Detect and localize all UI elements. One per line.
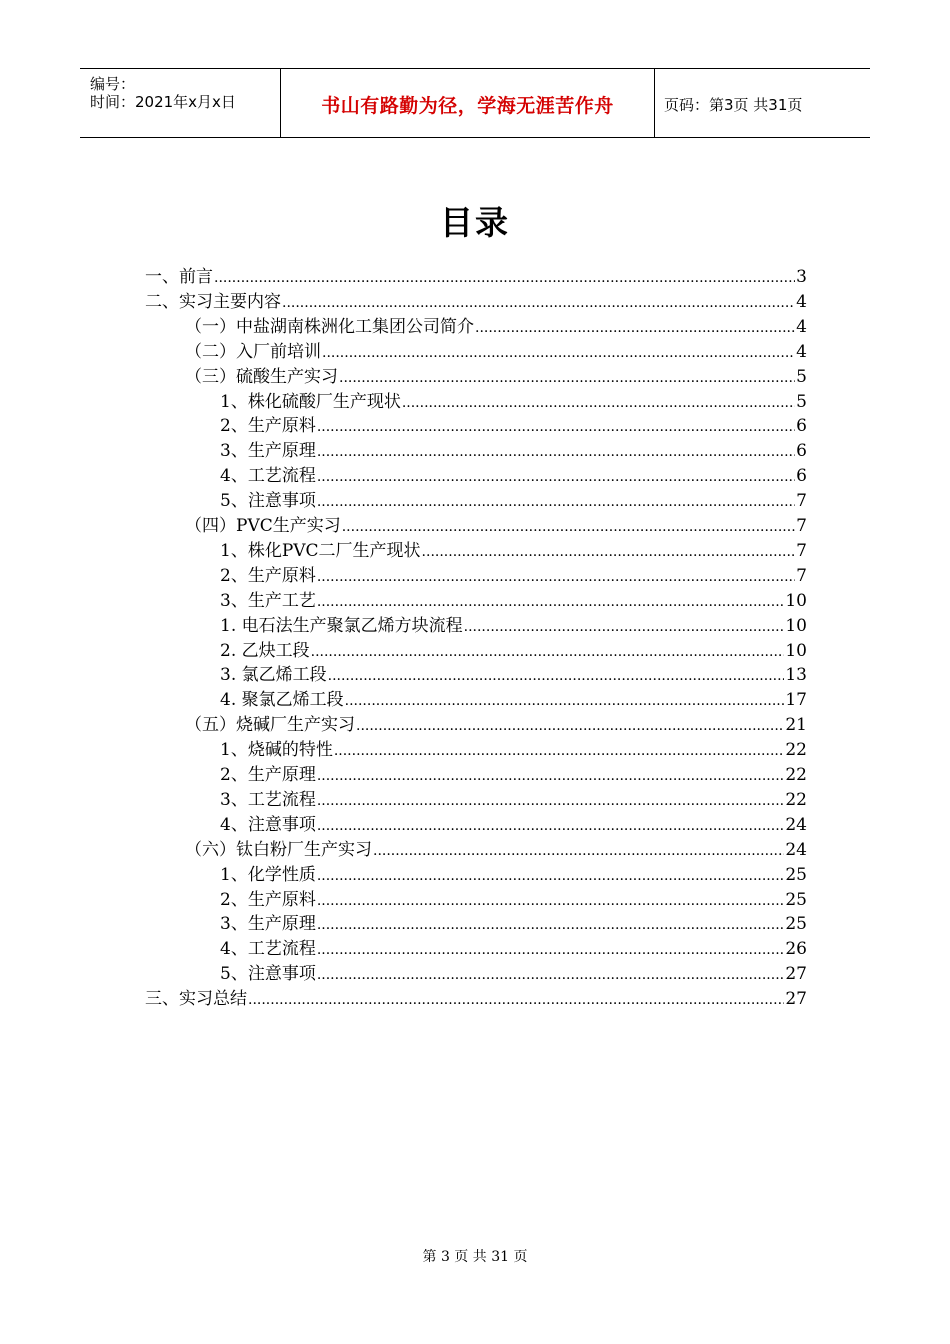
toc-entry-page: 24 — [785, 814, 807, 835]
toc-entry[interactable] — [220, 888, 807, 912]
toc-leader-dots — [317, 564, 795, 589]
toc-entry-page: 4 — [796, 341, 807, 362]
toc-leader-dots — [317, 813, 785, 838]
toc-entry[interactable] — [145, 265, 807, 289]
toc-entry-title: 2、生产原料 — [220, 889, 316, 910]
toc-entry-title: （五）烧碱厂生产实习 — [185, 715, 355, 736]
toc-entry-title: 1、株化PVC二厂生产现状 — [220, 540, 421, 561]
toc-entry-title: 1、化学性质 — [220, 864, 316, 885]
page-info: 页码：第3页 共31页 — [664, 96, 803, 114]
toc-entry[interactable] — [220, 614, 807, 638]
toc-leader-dots — [328, 663, 785, 688]
header-page-cell — [654, 69, 870, 137]
toc-entry[interactable] — [220, 589, 807, 613]
toc-entry[interactable] — [145, 290, 807, 314]
toc-entry-title: 2. 乙炔工段 — [220, 640, 310, 661]
header-meta-cell — [80, 69, 280, 137]
toc-entry-title: 3、工艺流程 — [220, 789, 316, 810]
toc-entry-page: 27 — [785, 964, 807, 985]
toc-entry-page: 4 — [796, 316, 807, 337]
toc-leader-dots — [317, 788, 785, 813]
toc-leader-dots — [317, 464, 795, 489]
toc-entry-page: 17 — [785, 690, 807, 711]
toc-entry-page: 6 — [796, 416, 807, 437]
toc-entry-title: （二）入厂前培训 — [185, 341, 321, 362]
toc-entry[interactable] — [220, 390, 807, 414]
toc-entry-page: 7 — [796, 540, 807, 561]
toc-leader-dots — [345, 688, 785, 713]
number-label: 编号： — [90, 75, 136, 93]
toc-entry-page: 26 — [785, 939, 807, 960]
toc-leader-dots — [214, 265, 795, 290]
toc-entry-title: 2、生产原料 — [220, 565, 316, 586]
toc-entry[interactable] — [220, 663, 807, 687]
toc-entry-page: 3 — [796, 267, 807, 287]
toc-entry[interactable] — [185, 365, 807, 389]
toc-leader-dots — [356, 713, 784, 738]
toc-entry-title: 3、生产原理 — [220, 914, 316, 935]
toc-leader-dots — [317, 763, 785, 788]
time-label: 时间：2021年x月x日 — [90, 93, 236, 111]
toc-leader-dots — [322, 340, 795, 365]
toc-entry[interactable] — [185, 514, 807, 538]
toc-leader-dots — [311, 639, 785, 664]
toc-entry-page: 5 — [796, 366, 807, 387]
toc-entry-page: 22 — [785, 765, 807, 785]
toc-entry-title: 3、生产原理 — [220, 441, 316, 462]
page-footer: 第 3 页 共 31 页 — [422, 1249, 528, 1265]
toc-entry-title: （四）PVC生产实习 — [185, 516, 341, 536]
toc-entry-title: 4. 聚氯乙烯工段 — [220, 690, 344, 711]
toc-leader-dots — [282, 290, 795, 315]
toc-entry[interactable] — [220, 763, 807, 787]
toc-entry-page: 6 — [796, 441, 807, 462]
toc-entry[interactable] — [220, 439, 807, 463]
toc-entry-page: 13 — [785, 665, 807, 686]
toc-entry-page: 24 — [785, 839, 807, 860]
toc-entry[interactable] — [220, 937, 807, 961]
toc-entry[interactable] — [220, 564, 807, 588]
toc-leader-dots — [334, 738, 785, 763]
toc-leader-dots — [248, 987, 784, 1012]
toc-entry[interactable] — [220, 688, 807, 712]
toc-entry-page: 10 — [785, 640, 807, 661]
toc-entry-title: 1、烧碱的特性 — [220, 740, 333, 761]
toc-entry[interactable] — [220, 912, 807, 936]
toc-entry[interactable] — [220, 863, 807, 887]
toc-leader-dots — [464, 614, 785, 639]
toc-entry[interactable] — [220, 539, 807, 563]
toc-entry[interactable] — [220, 414, 807, 438]
page-header — [80, 68, 870, 138]
header-motto-cell — [280, 69, 655, 137]
toc-leader-dots — [317, 414, 795, 439]
toc-entry-page: 4 — [796, 291, 807, 312]
toc-entry-page: 7 — [796, 516, 807, 536]
toc-leader-dots — [317, 937, 785, 962]
toc-entry-page: 27 — [785, 989, 807, 1010]
toc-entry-page: 22 — [785, 789, 807, 810]
toc-entry-page: 25 — [785, 889, 807, 910]
motto-text: 书山有路勤为径，学海无涯苦作舟 — [321, 95, 614, 117]
toc-leader-dots — [339, 365, 795, 390]
toc-entry-title: 4、工艺流程 — [220, 466, 316, 487]
toc-entry-page: 10 — [785, 590, 807, 611]
toc-entry-page: 7 — [796, 565, 807, 586]
toc-entry-title: 5、注意事项 — [220, 491, 316, 512]
toc-entry[interactable] — [185, 713, 807, 737]
toc-entry-title: 4、工艺流程 — [220, 939, 316, 960]
toc-entry-title: 一、前言 — [145, 267, 213, 287]
toc-entry[interactable] — [220, 738, 807, 762]
toc-entry[interactable] — [185, 315, 807, 339]
toc-entry-title: 1. 电石法生产聚氯乙烯方块流程 — [220, 615, 463, 636]
toc-leader-dots — [317, 912, 785, 937]
toc-leader-dots — [475, 315, 795, 340]
toc-leader-dots — [373, 838, 784, 863]
toc-leader-dots — [317, 962, 785, 987]
toc-entry-page: 7 — [796, 491, 807, 512]
toc-entry-page: 25 — [785, 914, 807, 935]
toc-entry[interactable] — [220, 489, 807, 513]
toc-entry-page: 6 — [796, 466, 807, 487]
toc-entry[interactable] — [220, 464, 807, 488]
toc-entry-title: 3、生产工艺 — [220, 590, 316, 611]
toc-entry[interactable] — [220, 788, 807, 812]
toc-entry-title: 4、注意事项 — [220, 814, 316, 835]
toc-leader-dots — [317, 439, 795, 464]
toc-entry-title: 三、实习总结 — [145, 989, 247, 1010]
toc-leader-dots — [422, 539, 796, 564]
toc-entry-title: 5、注意事项 — [220, 964, 316, 985]
toc-entry[interactable] — [185, 838, 807, 862]
toc-entry-page: 22 — [785, 740, 807, 761]
toc-leader-dots — [342, 514, 795, 539]
toc-entry-title: （一）中盐湖南株洲化工集团公司简介 — [185, 316, 474, 337]
toc-entry-title: （六）钛白粉厂生产实习 — [185, 839, 372, 860]
toc-entry-page: 5 — [796, 391, 807, 412]
toc-entry[interactable] — [220, 962, 807, 986]
toc-entry-title: 1、株化硫酸厂生产现状 — [220, 391, 401, 412]
toc-leader-dots — [402, 390, 795, 415]
toc-leader-dots — [317, 489, 795, 514]
toc-entry-page: 25 — [785, 864, 807, 885]
toc-entry-title: 2、生产原料 — [220, 416, 316, 437]
toc-entry-page: 10 — [785, 615, 807, 636]
toc-leader-dots — [317, 888, 785, 913]
toc-leader-dots — [317, 589, 785, 614]
toc-entry-title: 3. 氯乙烯工段 — [220, 665, 327, 686]
toc-entry[interactable] — [220, 813, 807, 837]
toc-entry-title: 2、生产原理 — [220, 765, 316, 785]
page-title: 目录 — [440, 203, 510, 242]
toc-entry-page: 21 — [785, 715, 807, 736]
toc-leader-dots — [317, 863, 785, 888]
toc-entry-title: 二、实习主要内容 — [145, 291, 281, 312]
toc-entry[interactable] — [185, 340, 807, 364]
toc-entry-title: （三）硫酸生产实习 — [185, 366, 338, 387]
toc-entry[interactable] — [145, 987, 807, 1011]
toc-entry[interactable] — [220, 639, 807, 663]
